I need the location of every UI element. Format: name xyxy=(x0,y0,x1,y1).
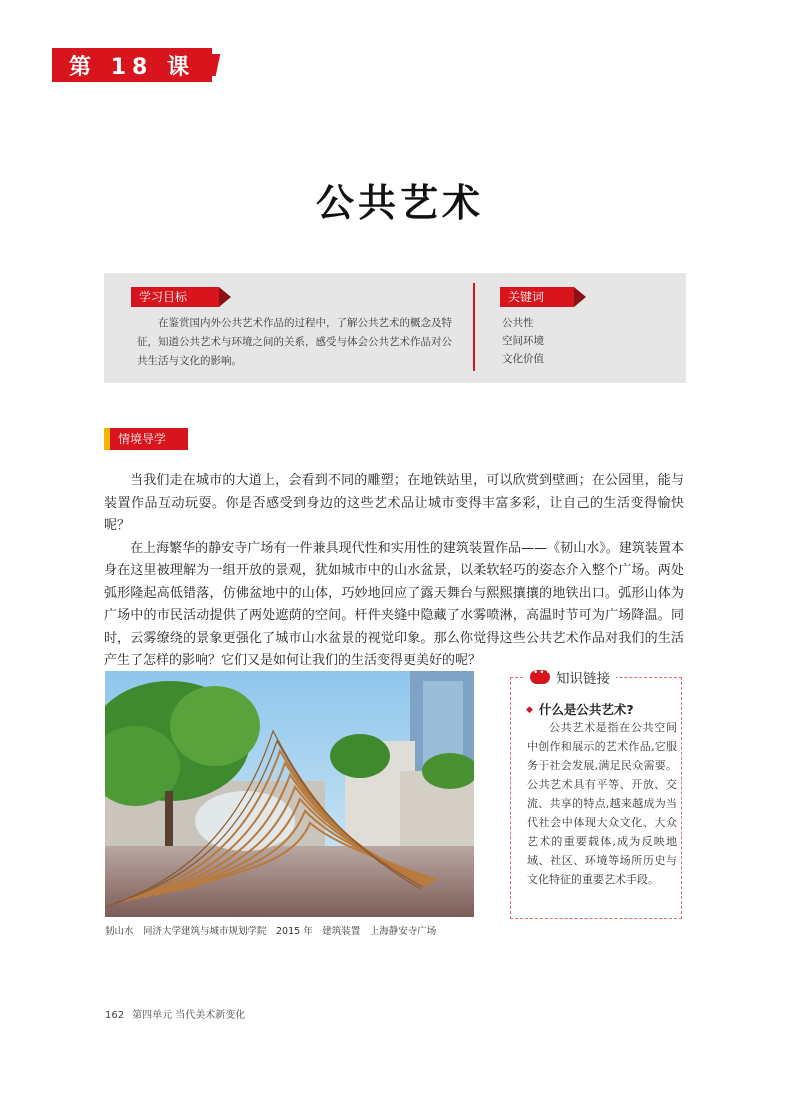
speech-bubble-icon xyxy=(530,670,550,684)
learning-goals-box xyxy=(104,273,686,383)
lesson-banner xyxy=(52,48,212,82)
knowledge-answer: 公共艺术是指在公共空间中创作和展示的艺术作品,它服务于社会发展,满足民众需要。公共艺术具有平等、开放、交流、共享的特点,越来越成为当代社会中体现大众文化、大众艺术的重要载体,成为反映地域、社区、环境等场所历史与文化特征的重要艺术手段。 xyxy=(527,721,677,886)
intro-section-tag: 情境导学 xyxy=(104,428,188,450)
goals-divider xyxy=(473,283,475,371)
lesson-label: 第 18 课 xyxy=(69,54,195,80)
keywords-tag: 关键词 xyxy=(500,287,574,307)
keyword-item: 空间环境 xyxy=(502,335,544,347)
intro-body xyxy=(104,470,684,673)
keywords-list xyxy=(502,314,544,368)
page-footer xyxy=(105,1006,253,1021)
installation-photo-illustration xyxy=(105,671,474,917)
knowledge-link-title: 知识链接 xyxy=(556,671,610,687)
learning-goals-text: 在鉴赏国内外公共艺术作品的过程中，了解公共艺术的概念及特征，知道公共艺术与环境之间的关系，感受与体会公共艺术作品对公共生活与文化的影响。 xyxy=(137,317,452,367)
intro-paragraph: 当我们走在城市的大道上，会看到不同的雕塑；在地铁站里，可以欣赏到壁画；在公园里，能与装置作品互动玩耍。你是否感受到身边的这些艺术品让城市变得丰富多彩，让自己的生活变得愉快呢？ xyxy=(104,473,684,533)
diamond-bullet-icon: ◆ xyxy=(526,705,533,715)
keyword-item: 文化价值 xyxy=(502,353,544,365)
intro-paragraph: 在上海繁华的静安寺广场有一件兼具现代性和实用性的建筑装置作品——《韧山水》。建筑装置本身在这里被理解为一组开放的景观，犹如城市中的山水盆景，以柔软轻巧的姿态介入整个广场。两处弧形隆起高低错落，仿佛盆地中的山体，巧妙地回应了露天舞台与熙熙攘攘的地铁出口。弧形山体为广场中的市民活动提供了两处遮荫的空间。杆件夹缝中隐藏了水雾喷淋，高温时节可为广场降温。同时，云雾缭绕的景象更强化了城市山水盆景的视觉印象。那么你觉得这些公共艺术作品对我们的生活产生了怎样的影响？它们又是如何让我们的生活变得更美好的呢？ xyxy=(104,540,684,668)
keyword-item: 公共性 xyxy=(502,317,534,329)
page-title: 公共艺术 xyxy=(315,181,484,225)
knowledge-link-header xyxy=(524,665,616,689)
knowledge-question-text: 什么是公共艺术? xyxy=(538,702,634,717)
page-number: 162 xyxy=(105,1010,125,1021)
knowledge-question xyxy=(526,700,634,718)
unit-title: 第四单元 当代美术新变化 xyxy=(132,1010,246,1021)
photo-caption: 韧山水 同济大学建筑与城市规划学院 2015 年 建筑装置 上海静安寺广场 xyxy=(105,926,437,937)
installation-photo xyxy=(105,671,474,917)
learning-goals-tag: 学习目标 xyxy=(131,287,219,307)
